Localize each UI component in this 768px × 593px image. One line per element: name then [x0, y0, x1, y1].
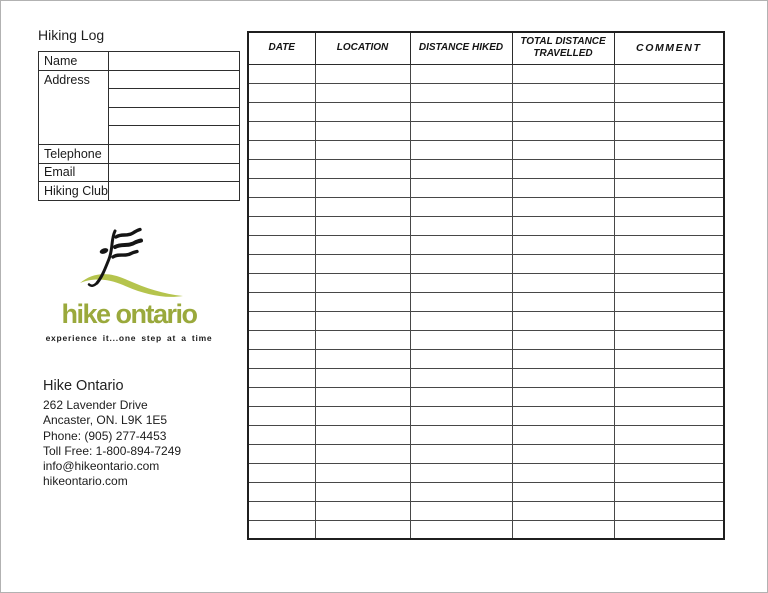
name-input[interactable]: [109, 52, 240, 71]
log-cell-distance-hiked[interactable]: [410, 83, 512, 102]
log-cell-date[interactable]: [248, 140, 315, 159]
log-cell-total-distance-travelled[interactable]: [512, 444, 614, 463]
hiking-club-input[interactable]: [109, 182, 240, 201]
log-cell-date[interactable]: [248, 292, 315, 311]
log-cell-comment[interactable]: [614, 216, 724, 235]
log-cell-comment[interactable]: [614, 292, 724, 311]
log-cell-comment[interactable]: [614, 482, 724, 501]
log-cell-location[interactable]: [315, 102, 410, 121]
log-cell-distance-hiked[interactable]: [410, 121, 512, 140]
log-cell-total-distance-travelled[interactable]: [512, 178, 614, 197]
log-cell-total-distance-travelled[interactable]: [512, 121, 614, 140]
log-cell-comment[interactable]: [614, 102, 724, 121]
log-cell-date[interactable]: [248, 330, 315, 349]
log-cell-location[interactable]: [315, 330, 410, 349]
log-cell-date[interactable]: [248, 121, 315, 140]
log-cell-distance-hiked[interactable]: [410, 330, 512, 349]
log-cell-distance-hiked[interactable]: [410, 64, 512, 83]
hiker-stroke-bottom: [113, 252, 137, 258]
log-cell-total-distance-travelled[interactable]: [512, 311, 614, 330]
log-cell-date[interactable]: [248, 482, 315, 501]
log-table-row: [248, 64, 724, 83]
hike-ontario-logo: [43, 225, 215, 343]
log-cell-date[interactable]: [248, 406, 315, 425]
telephone-input[interactable]: [109, 144, 240, 163]
log-table-header: [248, 32, 724, 64]
log-cell-distance-hiked[interactable]: [410, 216, 512, 235]
log-cell-distance-hiked[interactable]: [410, 292, 512, 311]
log-cell-date[interactable]: [248, 102, 315, 121]
log-cell-comment[interactable]: [614, 197, 724, 216]
brand-tagline: experience it...one step at a time: [45, 333, 213, 343]
log-cell-total-distance-travelled[interactable]: [512, 102, 614, 121]
log-table-row: [248, 501, 724, 520]
log-table-row: [248, 121, 724, 140]
log-table-row: [248, 159, 724, 178]
log-cell-total-distance-travelled[interactable]: [512, 64, 614, 83]
hiker-swoosh-icon: [47, 225, 212, 305]
log-cell-total-distance-travelled[interactable]: [512, 292, 614, 311]
log-table-row: [248, 197, 724, 216]
log-cell-comment[interactable]: [614, 83, 724, 102]
log-cell-date[interactable]: [248, 311, 315, 330]
column-header-location: LOCATION: [315, 32, 410, 64]
log-cell-date[interactable]: [248, 444, 315, 463]
contact-email: info@hikeontario.com: [43, 459, 160, 474]
contact-block: [43, 378, 181, 490]
log-cell-total-distance-travelled[interactable]: [512, 501, 614, 520]
log-table-row: [248, 311, 724, 330]
column-header-total-distance-travelled: TOTAL DISTANCE TRAVELLED: [512, 32, 614, 64]
log-cell-date[interactable]: [248, 387, 315, 406]
log-table-row: [248, 368, 724, 387]
email-label: Email: [39, 163, 109, 182]
form-row-hiking-club: [39, 182, 240, 201]
log-cell-total-distance-travelled[interactable]: [512, 520, 614, 539]
log-cell-comment[interactable]: [614, 121, 724, 140]
name-label: Name: [39, 52, 109, 71]
log-cell-date[interactable]: [248, 216, 315, 235]
log-cell-date[interactable]: [248, 254, 315, 273]
log-table-row: [248, 444, 724, 463]
log-table-row: [248, 482, 724, 501]
log-cell-location[interactable]: [315, 444, 410, 463]
log-cell-total-distance-travelled[interactable]: [512, 482, 614, 501]
log-table-row: [248, 178, 724, 197]
contact-form-table: [38, 51, 240, 201]
log-cell-total-distance-travelled[interactable]: [512, 368, 614, 387]
log-cell-location[interactable]: [315, 463, 410, 482]
address-label: Address: [39, 70, 109, 144]
contact-toll-free: Toll Free: 1-800-894-7249: [43, 443, 182, 458]
contact-city: Ancaster, ON. L9K 1E5: [43, 413, 168, 428]
log-cell-location[interactable]: [315, 387, 410, 406]
log-cell-date[interactable]: [248, 425, 315, 444]
log-cell-total-distance-travelled[interactable]: [512, 425, 614, 444]
log-cell-comment[interactable]: [614, 254, 724, 273]
email-input[interactable]: [109, 163, 240, 182]
log-cell-distance-hiked[interactable]: [410, 406, 512, 425]
contact-street: 262 Lavender Drive: [43, 398, 148, 412]
log-cell-total-distance-travelled[interactable]: [512, 235, 614, 254]
log-cell-comment[interactable]: [614, 330, 724, 349]
log-cell-date[interactable]: [248, 463, 315, 482]
log-cell-comment[interactable]: [614, 387, 724, 406]
address-input-line-1[interactable]: [109, 70, 240, 89]
log-cell-comment[interactable]: [614, 311, 724, 330]
log-cell-comment[interactable]: [614, 349, 724, 368]
log-cell-total-distance-travelled[interactable]: [512, 349, 614, 368]
log-table-row: [248, 140, 724, 159]
log-table-row: [248, 102, 724, 121]
log-cell-comment[interactable]: [614, 425, 724, 444]
log-cell-date[interactable]: [248, 501, 315, 520]
log-cell-total-distance-travelled[interactable]: [512, 216, 614, 235]
log-cell-location[interactable]: [315, 178, 410, 197]
log-cell-date[interactable]: [248, 197, 315, 216]
log-cell-distance-hiked[interactable]: [410, 444, 512, 463]
log-table-header-row: [248, 32, 724, 64]
log-cell-location[interactable]: [315, 406, 410, 425]
log-cell-location[interactable]: [315, 235, 410, 254]
address-input-line-3[interactable]: [109, 107, 240, 126]
log-cell-total-distance-travelled[interactable]: [512, 387, 614, 406]
log-cell-comment[interactable]: [614, 178, 724, 197]
log-table-row: [248, 406, 724, 425]
log-cell-total-distance-travelled[interactable]: [512, 406, 614, 425]
log-cell-total-distance-travelled[interactable]: [512, 140, 614, 159]
contact-org-name: Hike Ontario: [43, 378, 124, 394]
log-table-row: [248, 254, 724, 273]
log-cell-distance-hiked[interactable]: [410, 197, 512, 216]
log-cell-location[interactable]: [315, 273, 410, 292]
brand-wordmark: hike ontario: [61, 299, 197, 329]
log-cell-distance-hiked[interactable]: [410, 159, 512, 178]
log-table-row: [248, 330, 724, 349]
form-row-address: [39, 70, 240, 89]
log-table-body: [248, 64, 724, 539]
hiker-stroke-middle: [115, 241, 141, 248]
log-cell-location[interactable]: [315, 368, 410, 387]
log-cell-distance-hiked[interactable]: [410, 482, 512, 501]
log-cell-distance-hiked[interactable]: [410, 273, 512, 292]
log-cell-distance-hiked[interactable]: [410, 501, 512, 520]
log-cell-distance-hiked[interactable]: [410, 425, 512, 444]
log-cell-comment[interactable]: [614, 406, 724, 425]
log-cell-comment[interactable]: [614, 520, 724, 539]
hiker-head: [99, 247, 109, 255]
log-cell-date[interactable]: [248, 520, 315, 539]
log-cell-location[interactable]: [315, 140, 410, 159]
log-cell-date[interactable]: [248, 83, 315, 102]
form-row-email: [39, 163, 240, 182]
log-cell-location[interactable]: [315, 520, 410, 539]
log-table-row: [248, 387, 724, 406]
log-cell-total-distance-travelled[interactable]: [512, 273, 614, 292]
log-cell-total-distance-travelled[interactable]: [512, 159, 614, 178]
contact-phone: Phone: (905) 277-4453: [43, 428, 167, 443]
hiker-stroke-top: [116, 230, 140, 238]
log-cell-distance-hiked[interactable]: [410, 311, 512, 330]
log-cell-comment[interactable]: [614, 64, 724, 83]
hiking-log-table: [247, 31, 725, 540]
log-cell-comment[interactable]: [614, 501, 724, 520]
log-cell-distance-hiked[interactable]: [410, 140, 512, 159]
log-table-row: [248, 349, 724, 368]
log-cell-distance-hiked[interactable]: [410, 235, 512, 254]
log-cell-distance-hiked[interactable]: [410, 368, 512, 387]
log-cell-location[interactable]: [315, 501, 410, 520]
form-row-name: [39, 52, 240, 71]
log-cell-distance-hiked[interactable]: [410, 463, 512, 482]
log-cell-comment[interactable]: [614, 159, 724, 178]
log-table-row: [248, 83, 724, 102]
hiker-foot: [89, 283, 97, 286]
log-cell-date[interactable]: [248, 273, 315, 292]
log-cell-distance-hiked[interactable]: [410, 520, 512, 539]
log-cell-date[interactable]: [248, 178, 315, 197]
log-cell-location[interactable]: [315, 292, 410, 311]
log-cell-date[interactable]: [248, 349, 315, 368]
log-cell-total-distance-travelled[interactable]: [512, 330, 614, 349]
column-header-comment: COMMENT: [614, 32, 724, 64]
log-cell-date[interactable]: [248, 159, 315, 178]
telephone-label: Telephone: [39, 144, 109, 163]
log-cell-distance-hiked[interactable]: [410, 349, 512, 368]
log-cell-date[interactable]: [248, 368, 315, 387]
log-cell-total-distance-travelled[interactable]: [512, 463, 614, 482]
page-title: Hiking Log: [38, 27, 105, 43]
hiking-club-label: Hiking Club: [39, 182, 109, 201]
log-table-row: [248, 463, 724, 482]
log-table-row: [248, 292, 724, 311]
log-cell-location[interactable]: [315, 311, 410, 330]
log-cell-comment[interactable]: [614, 273, 724, 292]
contact-website: hikeontario.com: [43, 474, 128, 489]
log-cell-total-distance-travelled[interactable]: [512, 254, 614, 273]
log-cell-comment[interactable]: [614, 368, 724, 387]
log-cell-comment[interactable]: [614, 444, 724, 463]
address-input-line-2[interactable]: [109, 89, 240, 108]
log-cell-date[interactable]: [248, 64, 315, 83]
log-cell-total-distance-travelled[interactable]: [512, 197, 614, 216]
log-cell-distance-hiked[interactable]: [410, 102, 512, 121]
log-cell-distance-hiked[interactable]: [410, 254, 512, 273]
log-cell-location[interactable]: [315, 83, 410, 102]
address-input-line-4[interactable]: [109, 126, 240, 145]
log-cell-location[interactable]: [315, 425, 410, 444]
log-table-row: [248, 235, 724, 254]
log-cell-comment[interactable]: [614, 140, 724, 159]
log-cell-location[interactable]: [315, 121, 410, 140]
log-cell-comment[interactable]: [614, 463, 724, 482]
log-cell-location[interactable]: [315, 159, 410, 178]
column-header-date: DATE: [248, 32, 315, 64]
log-cell-location[interactable]: [315, 64, 410, 83]
log-table-row: [248, 520, 724, 539]
column-header-distance-hiked: DISTANCE HIKED: [410, 32, 512, 64]
log-table-row: [248, 273, 724, 292]
form-row-telephone: [39, 144, 240, 163]
log-cell-location[interactable]: [315, 216, 410, 235]
log-table-row: [248, 216, 724, 235]
log-cell-comment[interactable]: [614, 235, 724, 254]
log-cell-date[interactable]: [248, 235, 315, 254]
log-cell-location[interactable]: [315, 349, 410, 368]
log-table-row: [248, 425, 724, 444]
log-cell-location[interactable]: [315, 482, 410, 501]
log-cell-location[interactable]: [315, 254, 410, 273]
log-cell-distance-hiked[interactable]: [410, 387, 512, 406]
log-cell-location[interactable]: [315, 197, 410, 216]
log-cell-total-distance-travelled[interactable]: [512, 83, 614, 102]
log-cell-distance-hiked[interactable]: [410, 178, 512, 197]
